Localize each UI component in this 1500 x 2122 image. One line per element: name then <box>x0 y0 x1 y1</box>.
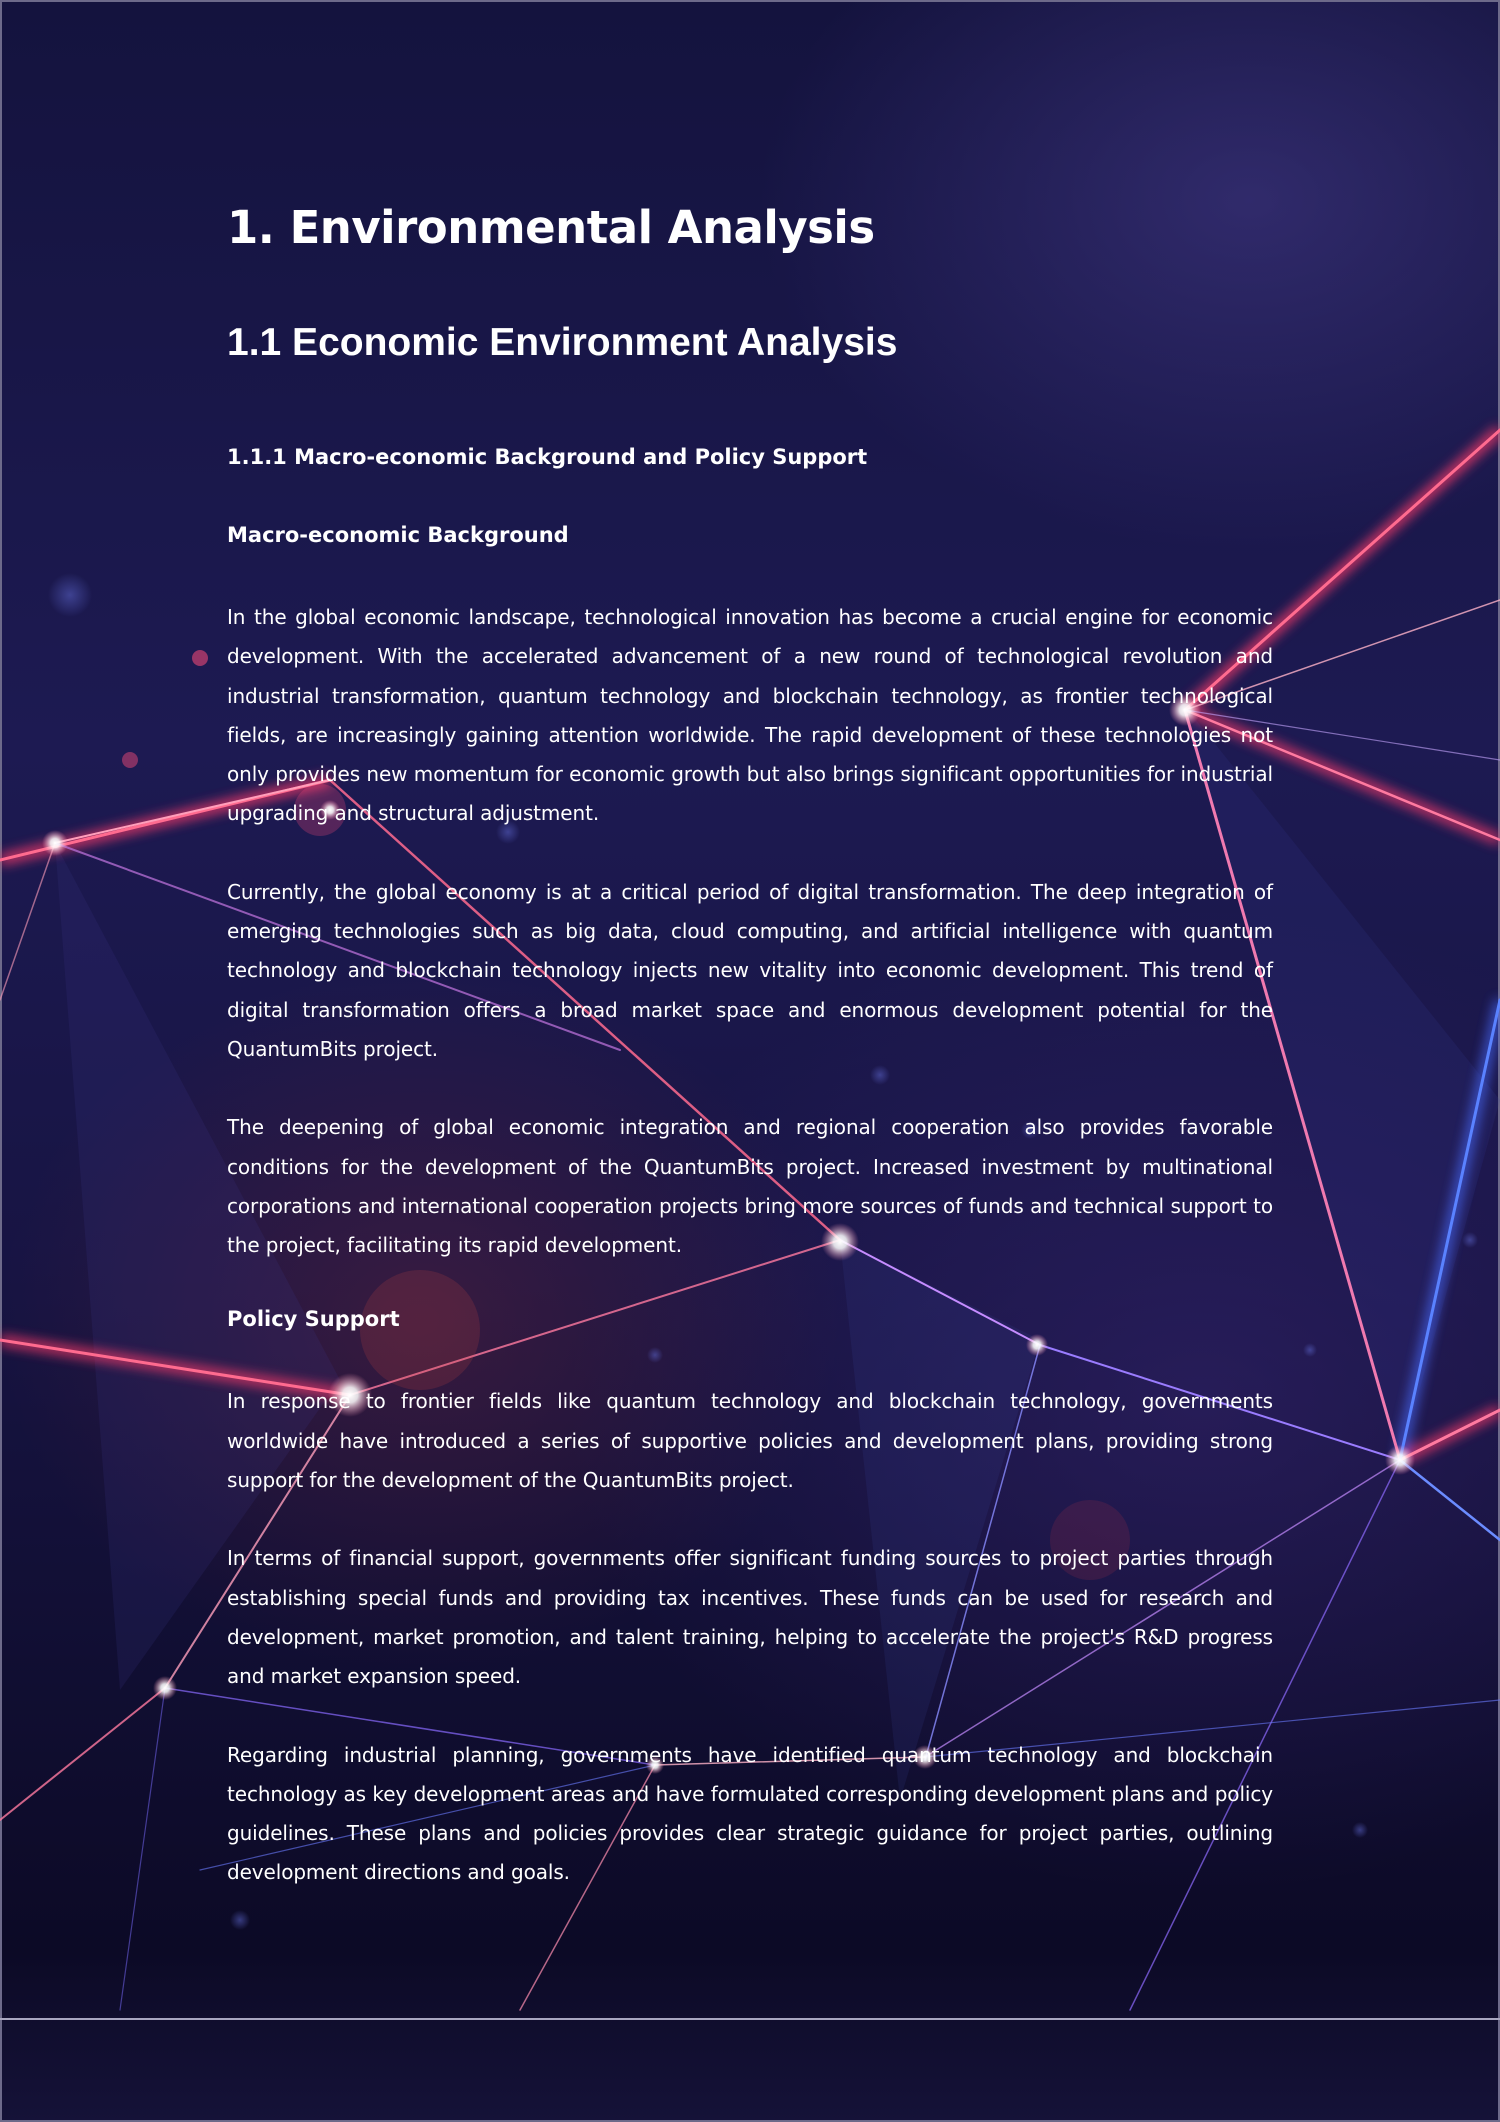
paragraph: Currently, the global economy is at a critical period of digital transformation. The deep integration of emerging technologies such as big data, cloud computing, and artificial intelligence with quantum technology and blockchain technology injects new vitality into economic development. This trend of digital transformation offers a broad market space and enormous development potential for the QuantumBits project. <box>227 879 1273 1061</box>
macro-economic-background-block <box>227 520 1273 1265</box>
paragraph: The deepening of global economic integration and regional cooperation also provides favorable conditions for the development of the QuantumBits project. Increased investment by multinational corporations and international cooperation projects bring more sources of funds and technical support to the project, facilitating its rapid development. <box>227 1115 1273 1258</box>
policy-support-block <box>227 1304 1273 1892</box>
footer-divider <box>0 2018 1500 2020</box>
document-body <box>227 198 1273 1932</box>
section-heading: 1.1 Economic Environment Analysis <box>227 321 898 364</box>
paragraph: In the global economic landscape, technological innovation has become a crucial engine for economic development. With the accelerated advancement of a new round of technological revolution and industrial transformation, quantum technology and blockchain technology, as frontier technological fields, are increasingly gaining attention worldwide. The rapid development of these technologies not only provides new momentum for economic growth but also brings significant opportunities for industrial upgrading and structural adjustment. <box>227 605 1273 826</box>
block-heading-macro-economic-background: Macro-economic Background <box>227 523 569 547</box>
paragraph: In terms of financial support, governments offer significant funding sources to project parties through establishing special funds and providing tax incentives. These funds can be used for research and development, market promotion, and talent training, helping to accelerate the project's R&D progress and market expansion speed. <box>227 1546 1273 1689</box>
paragraph: Regarding industrial planning, governments have identified quantum technology and blockchain technology as key development areas and have formulated corresponding development plans and policy guidelines. These plans and policies provides clear strategic guidance for project parties, outlining development directions and goals. <box>227 1742 1273 1885</box>
paragraph: In response to frontier fields like quantum technology and blockchain technology, governments worldwide have introduced a series of supportive policies and development plans, providing strong support for the development of the QuantumBits project. <box>227 1389 1273 1493</box>
block-heading-policy-support: Policy Support <box>227 1307 400 1332</box>
subsection-heading: 1.1.1 Macro-economic Background and Policy Support <box>227 445 868 469</box>
page-title: 1. Environmental Analysis <box>227 201 875 254</box>
